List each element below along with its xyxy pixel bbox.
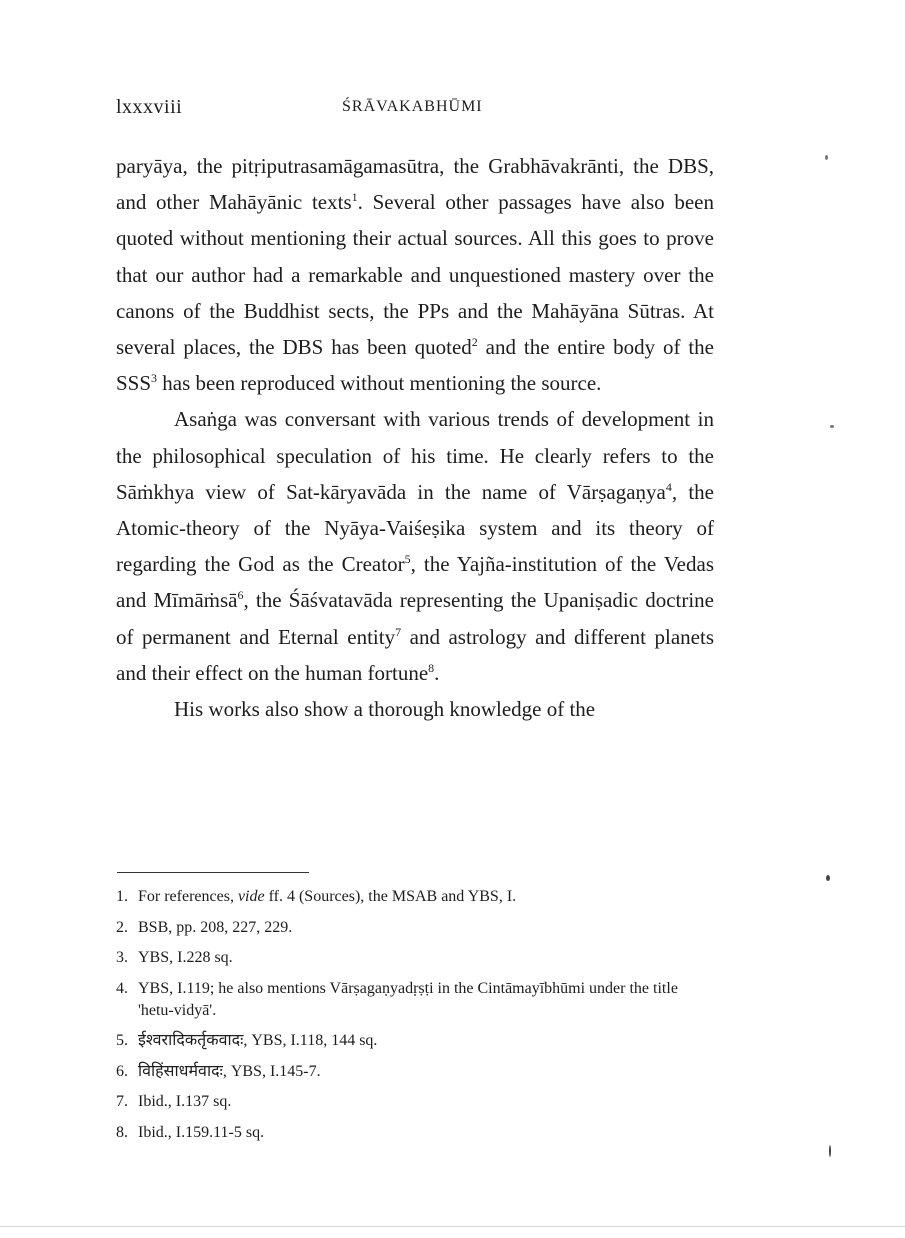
- footnote: [116, 886, 716, 908]
- footnote: [116, 978, 716, 1022]
- text-run: Asaṅga was conversant with various trends of development in the philosophical speculation of his time. He clearly refers to the Sāṁkhya view of Sat-kāryavāda in the name of Vārṣagaṇya: [116, 407, 714, 504]
- text-run: .: [434, 660, 440, 685]
- footnote-number: 3.: [116, 949, 128, 966]
- text-run: His works also show a thorough knowledge of the: [174, 697, 596, 722]
- text-run: , the Śāśvatavāda representing the Upaniṣadic doctrine of permanent and Eternal entity: [116, 588, 714, 649]
- footnote-text: विहिंसाधर्मवादः, YBS, I.145-7.: [138, 1062, 321, 1080]
- footnote-text: ईश्वरादिकर्तृकवादः, YBS, I.118, 144 sq.: [138, 1032, 378, 1049]
- page-number: lxxxviii: [116, 96, 183, 118]
- footnote-text: Ibid., I.137 sq.: [138, 1093, 232, 1110]
- footnotes: [116, 886, 716, 1152]
- main-text: [116, 148, 714, 727]
- footnote-marker[interactable]: 8: [428, 660, 435, 675]
- footnote-number: 4.: [116, 979, 128, 997]
- footnote-marker[interactable]: 7: [395, 624, 402, 639]
- text-run: and astrology and different planets and their effect on the human fortune: [116, 624, 714, 685]
- footnote-text: BSB, pp. 208, 227, 229.: [138, 918, 293, 936]
- scan-speck: [829, 1145, 831, 1157]
- scan-speck: [830, 425, 834, 428]
- footnote-number: 8.: [116, 1123, 128, 1141]
- footnote-divider: [117, 872, 309, 873]
- text-run: has been reproduced without mentioning the source.: [157, 371, 602, 396]
- scan-speck: [825, 155, 828, 160]
- footnote-marker[interactable]: 6: [237, 588, 244, 603]
- text-run: . Several other passages have also been quoted without mentioning their actual sources. All this goes to prove that our author had a remarkable and unquestioned mastery over the canons of the Buddhist sects, the PPs and the Mahāyāna Sūtras. At several places, the DBS has been quoted: [116, 190, 714, 360]
- footnote-number: 6.: [116, 1062, 128, 1080]
- footnote-marker[interactable]: 1: [351, 190, 358, 205]
- footnote: [116, 1030, 716, 1052]
- footnote: [116, 1091, 716, 1113]
- footnote-marker[interactable]: 3: [151, 371, 158, 386]
- footnote: [116, 1061, 716, 1083]
- running-title: ŚRĀVAKABHŪMI: [342, 98, 483, 115]
- text-run: , the Atomic-theory of the Nyāya-Vaiśeṣika system and its theory of regarding the God as the Creator: [116, 479, 714, 577]
- footnote-number: 2.: [116, 918, 128, 936]
- paragraph: [116, 691, 714, 727]
- footnote-number: 1.: [116, 888, 128, 905]
- text-run: , the Yajña-institution of the Vedas and Mīmāṁsā: [116, 552, 715, 613]
- footnote-text: Ibid., I.159.11-5 sq.: [138, 1123, 265, 1141]
- scan-edge: [0, 1226, 905, 1227]
- text-run: and the entire body of the SSS: [116, 335, 714, 396]
- footnote-number: 5.: [116, 1032, 128, 1049]
- footnote: [116, 1122, 716, 1144]
- footnote: [116, 947, 716, 969]
- footnote-text: YBS, I.228 sq.: [138, 949, 233, 966]
- paragraph: [116, 148, 714, 401]
- paragraph: [116, 401, 714, 691]
- page-header: [116, 96, 716, 126]
- footnote-marker[interactable]: 5: [404, 552, 411, 567]
- footnote-italic: vide: [237, 888, 265, 905]
- scan-speck: [826, 875, 830, 881]
- footnote-text: YBS, I.119; he also mentions Vārṣagaṇyadṛṣṭi in the Cintāmayībhūmi under the title 'hetu-vidyā'.: [138, 979, 678, 1019]
- footnote-text: For references, vide ff. 4 (Sources), the MSAB and YBS, I.: [138, 888, 517, 905]
- footnote: [116, 917, 716, 939]
- text-run: paryāya, the pitṛiputrasamāgamasūtra, the Grabhāvakrānti, the DBS, and other Mahāyānic texts: [116, 154, 714, 215]
- footnote-marker[interactable]: 4: [665, 479, 672, 494]
- footnote-number: 7.: [116, 1093, 128, 1110]
- footnote-marker[interactable]: 2: [471, 335, 478, 350]
